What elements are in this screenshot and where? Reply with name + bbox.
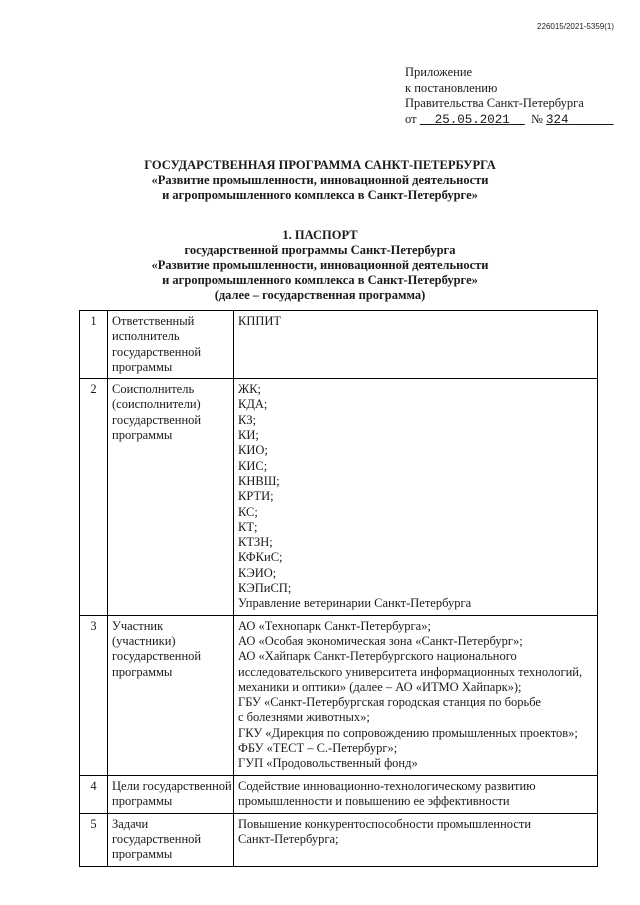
- row-value-line: КФКиС;: [238, 550, 283, 565]
- table-row: [80, 813, 598, 866]
- resolution-date: [420, 113, 525, 127]
- row-value-line: исследовательского университета информационных технологий,: [238, 664, 583, 679]
- row-value-line: промышленности и повышению ее эффективности: [238, 793, 510, 808]
- resolution-number-value: 324: [546, 112, 569, 127]
- row-label-cell: [108, 311, 234, 379]
- row-number: 4: [80, 775, 108, 813]
- row-value-line: КЭПиСП;: [238, 581, 292, 596]
- row-value-line: Содействие инновационно-технологическому развитию: [238, 778, 536, 793]
- row-value-line: ФБУ «ТЕСТ – С.-Петербург»;: [238, 741, 398, 756]
- row-label-line: программы: [112, 664, 173, 679]
- row-label-line: программы: [112, 793, 173, 808]
- resolution-number: [546, 113, 614, 127]
- table-row: [80, 615, 598, 775]
- appendix-line-1: Приложение: [405, 65, 473, 79]
- program-title: [0, 158, 640, 203]
- row-number: 1: [80, 311, 108, 379]
- row-label-line: государственной: [112, 412, 202, 427]
- row-number: 3: [80, 615, 108, 775]
- row-number: 2: [80, 379, 108, 615]
- row-value-line: АО «Технопарк Санкт-Петербурга»;: [238, 618, 431, 633]
- row-label-line: (участники): [112, 633, 176, 648]
- row-value-line: КНВШ;: [238, 473, 280, 488]
- row-value-line: КИО;: [238, 443, 268, 458]
- row-label-line: Задачи: [112, 816, 149, 831]
- row-label-line: Участник: [112, 618, 164, 633]
- passport-heading-line-3: «Развитие промышленности, инновационной деятельности: [151, 258, 489, 272]
- row-label-line: Ответственный: [112, 314, 195, 328]
- row-label-line: государственной: [112, 831, 202, 846]
- table-row: [80, 775, 598, 813]
- table-row: [80, 311, 598, 379]
- row-value-line: АО «Особая экономическая зона «Санкт-Петербург»;: [238, 633, 523, 648]
- passport-table: [79, 310, 598, 867]
- row-value-line: механики и оптики» (далее – АО «ИТМО Хайпарк»);: [238, 679, 522, 694]
- row-value-line: с болезнями животных»;: [238, 710, 370, 725]
- row-label-line: программы: [112, 847, 173, 862]
- appendix-date-line: [405, 112, 614, 129]
- row-value-line: КППИТ: [238, 314, 282, 328]
- from-label: от: [405, 111, 417, 126]
- row-value-line: КЭИО;: [238, 565, 277, 580]
- row-value-line: ГУП «Продовольственный фонд»: [238, 756, 418, 771]
- row-label-line: исполнитель: [112, 329, 180, 344]
- row-value-line: КИС;: [238, 458, 268, 473]
- row-label-line: Цели государственной: [112, 778, 232, 793]
- row-value-line: КИ;: [238, 428, 259, 443]
- row-number: 5: [80, 813, 108, 866]
- row-value-line: КС;: [238, 504, 258, 519]
- row-label-line: государственной: [112, 649, 202, 664]
- passport-heading: [0, 228, 640, 303]
- row-value-line: КЗ;: [238, 412, 257, 427]
- row-value-line: ГБУ «Санкт-Петербургская городская станция по борьбе: [238, 695, 541, 710]
- row-label-line: Соисполнитель: [112, 382, 195, 397]
- appendix-line-2: к постановлению: [405, 80, 498, 95]
- program-title-line-3: и агропромышленного комплекса в Санкт-Петербурге»: [162, 188, 478, 202]
- row-value-cell: [234, 379, 598, 615]
- appendix-block: [405, 65, 614, 128]
- number-label: №: [530, 111, 543, 126]
- row-value-line: Управление ветеринарии Санкт-Петербурга: [238, 596, 472, 611]
- row-value-line: КТЗН;: [238, 535, 273, 550]
- row-label-line: (соисполнители): [112, 397, 201, 412]
- row-label-line: программы: [112, 359, 173, 374]
- passport-heading-line-2: государственной программы Санкт-Петербурга: [184, 243, 456, 257]
- passport-heading-line-5: (далее – государственная программа): [214, 288, 426, 302]
- program-title-line-2: «Развитие промышленности, инновационной деятельности: [151, 173, 489, 187]
- appendix-line-3: Правительства Санкт-Петербурга: [405, 96, 584, 110]
- row-value-cell: [234, 615, 598, 775]
- row-value-line: КДА;: [238, 397, 268, 412]
- row-value-line: КРТИ;: [238, 489, 274, 504]
- row-value-cell: [234, 775, 598, 813]
- row-label-cell: [108, 379, 234, 615]
- row-label-cell: [108, 775, 234, 813]
- row-value-line: ГКУ «Дирекция по сопровождению промышленных проектов»;: [238, 725, 578, 740]
- row-label-cell: [108, 615, 234, 775]
- program-title-line-1: ГОСУДАРСТВЕННАЯ ПРОГРАММА САНКТ-ПЕТЕРБУРГА: [144, 158, 496, 172]
- row-label-line: государственной: [112, 344, 202, 359]
- document-id: 226015/2021-5359(1): [537, 22, 614, 31]
- table-row: [80, 379, 598, 615]
- row-label-cell: [108, 813, 234, 866]
- row-value-line: ЖК;: [238, 382, 262, 397]
- passport-heading-line-1: 1. ПАСПОРТ: [282, 228, 358, 242]
- row-value-cell: [234, 813, 598, 866]
- row-value-line: Санкт-Петербурга;: [238, 831, 339, 846]
- row-value-line: Повышение конкурентоспособности промышленности: [238, 816, 532, 831]
- row-label-line: программы: [112, 428, 173, 443]
- row-value-line: КТ;: [238, 519, 258, 534]
- passport-heading-line-4: и агропромышленного комплекса в Санкт-Петербурге»: [162, 273, 478, 287]
- resolution-date-value: 25.05.2021: [434, 112, 510, 127]
- row-value-line: АО «Хайпарк Санкт-Петербургского национального: [238, 649, 517, 664]
- row-value-cell: [234, 311, 598, 379]
